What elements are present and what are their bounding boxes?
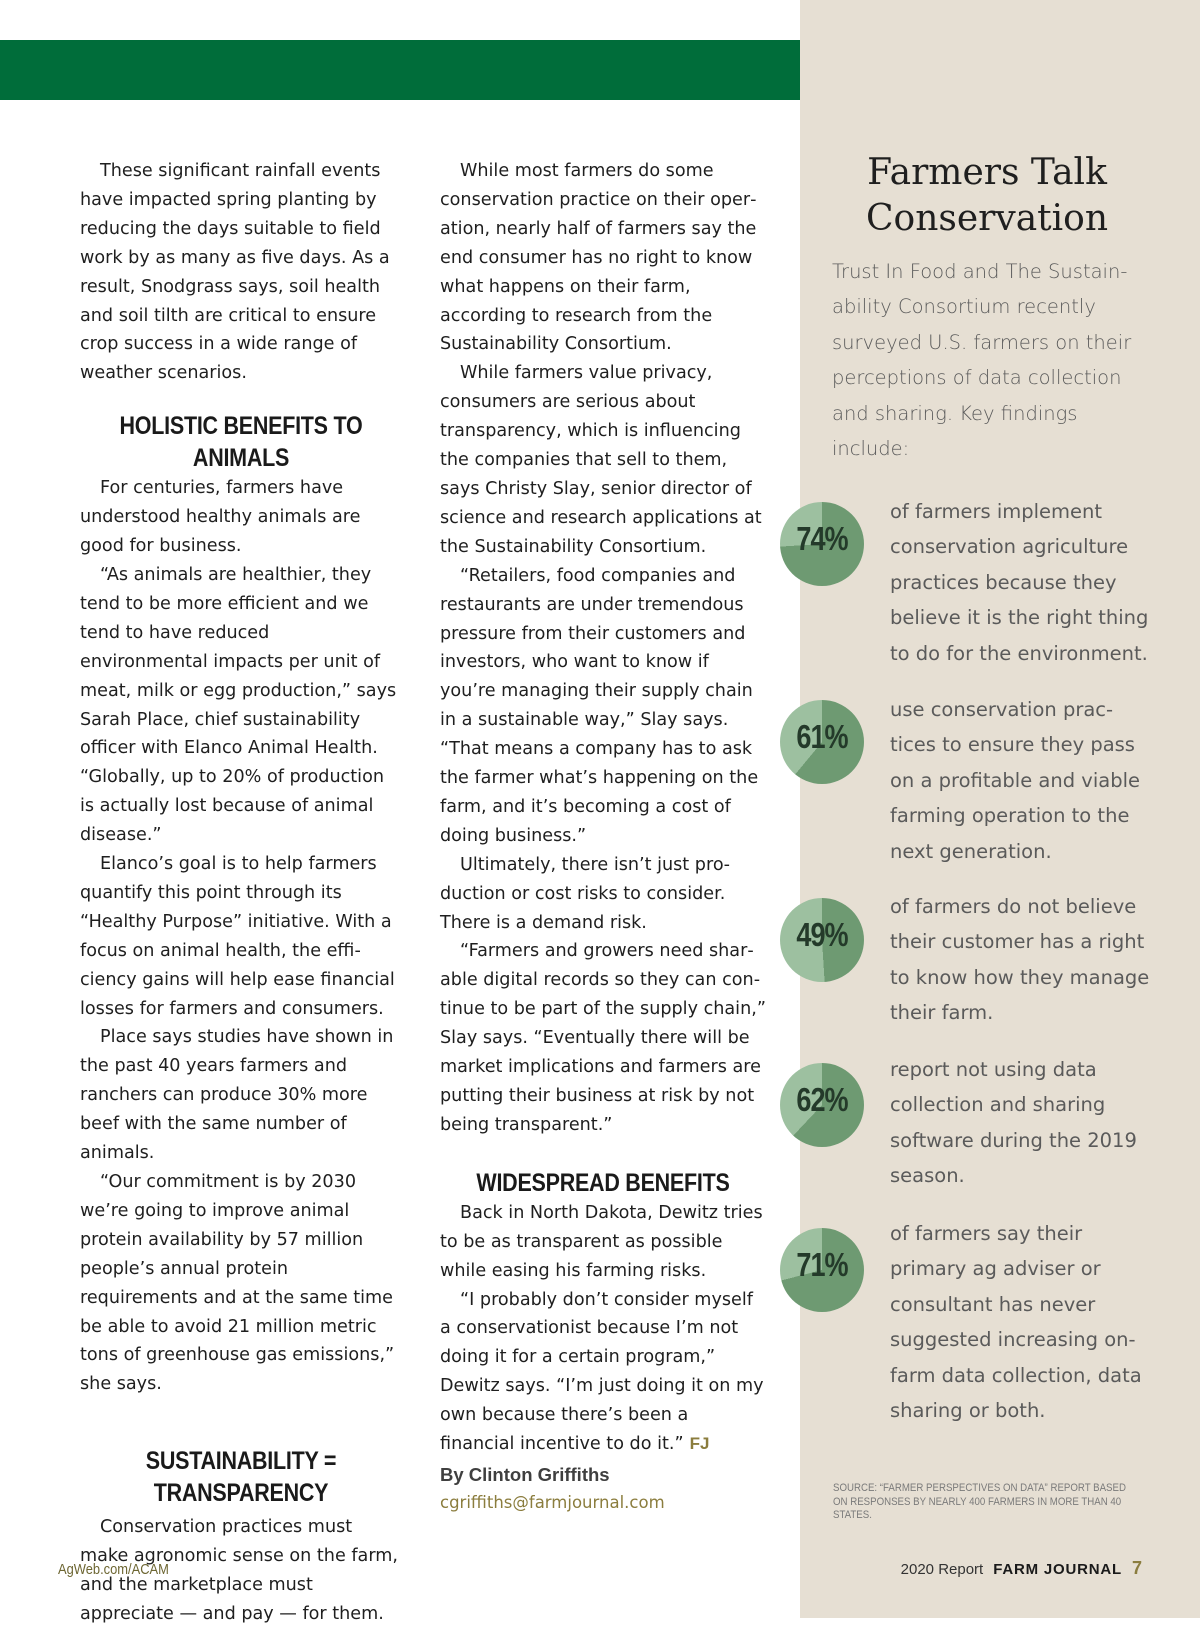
- finding-text: of farmers say their primary ag adviser or consultant has never suggested increasing on-farm data collection, data sharing or both.: [890, 1222, 1142, 1423]
- paragraph: For centuries, farmers have understood healthy animals are good for business.: [80, 478, 361, 557]
- finding-text: of farmers implement conservation agriculture practices because they believe it is the right thing to do for the environment.: [890, 500, 1149, 665]
- percent-label: 74%: [796, 520, 848, 557]
- footer-report: 2020 Report: [900, 1561, 984, 1578]
- section-heading-holistic: HOLISTIC BENEFITS TO ANIMALS: [119, 412, 363, 473]
- finding-text: report not using data collection and sharing software during the 2019 season.: [890, 1058, 1137, 1188]
- article-column-1: [80, 157, 402, 1629]
- paragraph: While farmers value privacy, consumers are serious about transparency, which is influencing the companies that sell to them, says Christy Slay, senior director of science and research applications at the Sustainability Consortium.: [440, 363, 762, 557]
- footer-folio: [901, 1558, 1142, 1579]
- paragraph: Ultimately, there isn’t just production or cost risks to consider. There is a demand risk.: [440, 854, 730, 933]
- sidebar-title: [812, 150, 1162, 242]
- percent-label: 61%: [796, 718, 848, 755]
- percent-label: 71%: [796, 1246, 848, 1283]
- fj-end-mark: FJ: [689, 1434, 710, 1454]
- author-byline: By Clinton Griffiths: [440, 1463, 610, 1485]
- footer-brand: FARM JOURNAL: [993, 1561, 1122, 1578]
- header-band: [0, 40, 800, 100]
- sidebar-intro: Trust In Food and The Sustainability Consortium recently surveyed U.S. farmers on their perceptions of data collection and sharing. Key findings include:: [832, 260, 1132, 461]
- paragraph: Place says studies have shown in the past 40 years farmers and ranchers can produce 30% more beef with the same number of animals.: [80, 1027, 394, 1164]
- section-heading-widespread: WIDESPREAD BENEFITS: [476, 1168, 730, 1197]
- paragraph: “Farmers and growers need sharable digital records so they can continue to be part of the supply chain,” Slay says. “Eventually there will be market implications and farmers are putting their business at risk by not being transparent.”: [440, 941, 766, 1135]
- percent-label: 49%: [796, 916, 848, 953]
- author-email-link[interactable]: cgriffiths@farmjournal.com: [440, 1492, 665, 1512]
- paragraph: While most farmers do some conservation practice on their operation, nearly half of farmers say the end consumer has no right to know what happens on their farm, according to research from the Sustainability Consortium.: [440, 161, 757, 355]
- heading-line: TRANSPARENCY: [153, 1479, 329, 1508]
- paragraph: Conservation practices must make agronomic sense on the farm, and the marketplace must appreciate — and pay — for them.: [80, 1517, 398, 1624]
- section-heading-sustainability: [103, 1445, 380, 1509]
- source-note: SOURCE: “FARMER PERSPECTIVES ON DATA” REPORT BASED ON RESPONSES BY NEARLY 400 FARMERS IN MORE THAN 40 STATES.: [833, 1482, 1126, 1521]
- percent-label: 62%: [796, 1081, 848, 1118]
- paragraph: “Our commitment is by 2030 we’re going to improve animal protein availability by 57 million people’s annual protein requirements and at the same time be able to avoid 21 million metric tons of greenhouse gas emissions,” she says.: [80, 1172, 395, 1395]
- paragraph: Elanco’s goal is to help farmers quantify this point through its “Healthy Purpose” initiative. With a focus on animal health, the efficiency gains will help ease financial losses for farmers and consumers.: [80, 854, 395, 1019]
- paragraph: These significant rainfall events have impacted spring planting by reducing the days suitable to field work by as many as five days. As a result, Snodgrass says, soil health and soil tilth are critical to ensure crop success in a wide range of weather scenarios.: [80, 161, 390, 384]
- sidebar-title-line: Conservation: [865, 198, 1109, 239]
- sidebar-title-line: Farmers Talk: [867, 152, 1107, 193]
- paragraph: “Retailers, food companies and restaurants are under tremendous pressure from their customers and investors, who want to know if you’re managing their supply chain in a sustainable way,” Slay says. “That means a company has to ask the farmer what’s happening on the farm, and it’s becoming a cost of doing business.”: [440, 565, 759, 846]
- footer-website-link[interactable]: AgWeb.com/ACAM: [58, 1561, 169, 1578]
- finding-text: of farmers do not believe their customer has a right to know how they manage their farm.: [890, 895, 1150, 1025]
- paragraph-text: “I probably don’t consider myself a conservationist because I’m not doing it for a certain program,” Dewitz says. “I’m just doing it on my own because there’s been a financial incentive to do it.”: [440, 1289, 764, 1455]
- finding-text: use conservation practices to ensure they pass on a profitable and viable farming operation to the next generation.: [890, 698, 1140, 863]
- heading-line: SUSTAINABILITY =: [145, 1447, 337, 1476]
- paragraph: Back in North Dakota, Dewitz tries to be as transparent as possible while easing his farming risks.: [440, 1202, 763, 1281]
- paragraph: “As animals are healthier, they tend to be more efficient and we tend to have reduced environmental impacts per unit of meat, milk or egg production,” says Sarah Place, chief sustainability officer with Elanco Animal Health. “Globally, up to 20% of production is actually lost because of animal disease.”: [80, 564, 397, 846]
- page-number: 7: [1131, 1558, 1142, 1578]
- article-column-2: [440, 157, 766, 1517]
- paragraph-final: [440, 1286, 766, 1459]
